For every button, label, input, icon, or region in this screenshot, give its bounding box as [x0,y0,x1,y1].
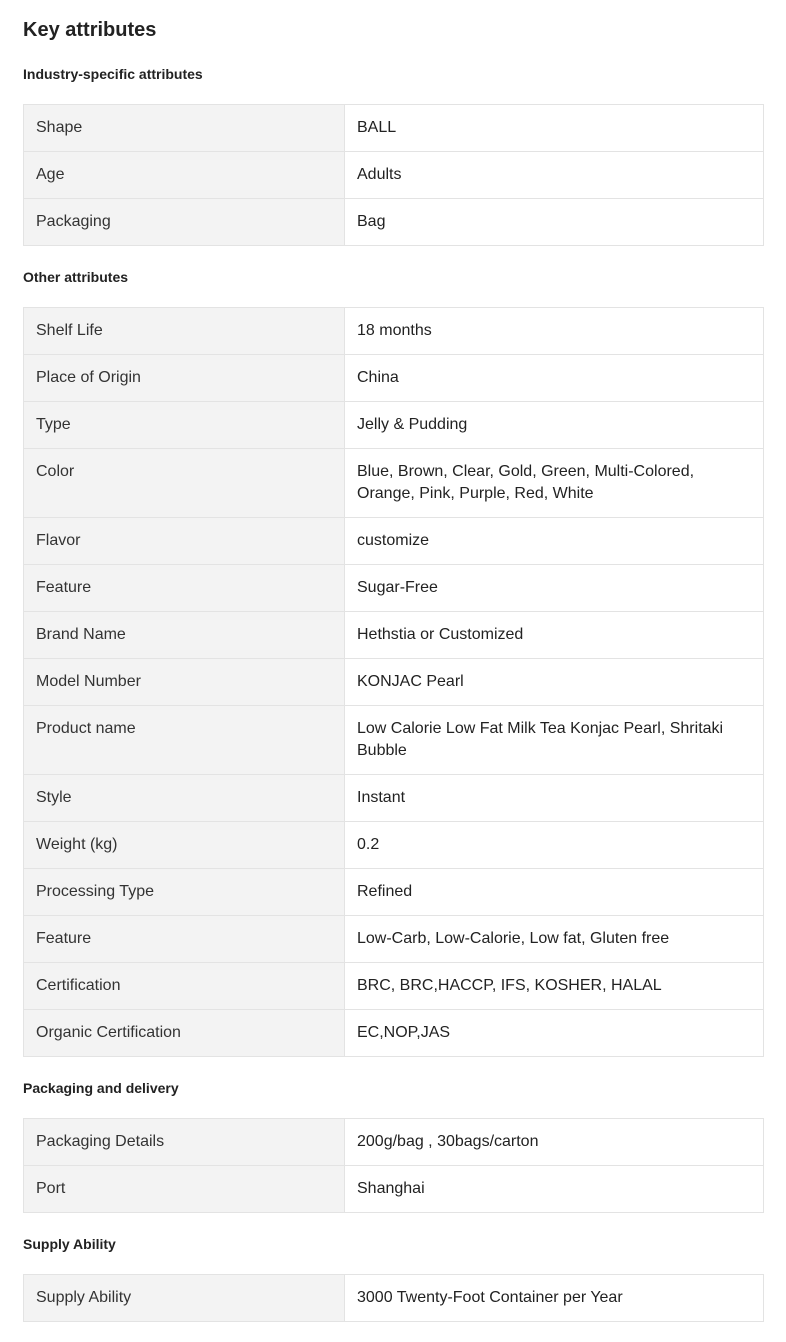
attributes-table-other [23,307,764,1057]
attribute-value: Jelly & Pudding [345,402,764,449]
section-title-supply-ability: Supply Ability [23,1236,116,1252]
attribute-key: Packaging Details [24,1119,345,1166]
attribute-key: Model Number [24,659,345,706]
attribute-value: 18 months [345,308,764,355]
attribute-value: BALL [345,105,764,152]
attribute-key: Shelf Life [24,308,345,355]
attribute-value: Refined [345,869,764,916]
attribute-key: Flavor [24,518,345,565]
section-title-industry-specific: Industry-specific attributes [23,66,203,82]
attribute-key: Organic Certification [24,1010,345,1057]
attribute-key: Place of Origin [24,355,345,402]
attribute-key: Brand Name [24,612,345,659]
attribute-key: Product name [24,706,345,775]
attribute-key: Feature [24,565,345,612]
table-row [24,565,764,612]
table-row [24,1010,764,1057]
table-row [24,355,764,402]
attribute-value: Sugar-Free [345,565,764,612]
attribute-value: Instant [345,775,764,822]
attribute-value: China [345,355,764,402]
table-row [24,449,764,518]
attribute-key: Color [24,449,345,518]
attribute-key: Feature [24,916,345,963]
attribute-value: Low-Carb, Low-Calorie, Low fat, Gluten free [345,916,764,963]
table-row [24,706,764,775]
attribute-value: KONJAC Pearl [345,659,764,706]
attribute-key: Type [24,402,345,449]
table-row [24,916,764,963]
attribute-key: Style [24,775,345,822]
attribute-value: Adults [345,152,764,199]
attribute-key: Shape [24,105,345,152]
table-row [24,1166,764,1213]
table-row [24,659,764,706]
attribute-key: Processing Type [24,869,345,916]
section-title-other-attributes: Other attributes [23,269,129,285]
table-row [24,963,764,1010]
attribute-value: EC,NOP,JAS [345,1010,764,1057]
attributes-table-packaging [23,1118,764,1213]
attribute-key: Port [24,1166,345,1213]
table-row [24,152,764,199]
table-row [24,308,764,355]
attribute-value: BRC, BRC,HACCP, IFS, KOSHER, HALAL [345,963,764,1010]
table-row [24,518,764,565]
table-row [24,869,764,916]
table-row [24,775,764,822]
table-row [24,612,764,659]
attribute-value: Shanghai [345,1166,764,1213]
attribute-value: Low Calorie Low Fat Milk Tea Konjac Pearl, Shritaki Bubble [345,706,764,775]
attribute-value: 3000 Twenty-Foot Container per Year [345,1275,764,1322]
table-row [24,1119,764,1166]
attribute-value: Bag [345,199,764,246]
attribute-key: Certification [24,963,345,1010]
attribute-key: Packaging [24,199,345,246]
attribute-value: 0.2 [345,822,764,869]
attribute-value: 200g/bag , 30bags/carton [345,1119,764,1166]
table-row [24,105,764,152]
attribute-value: Blue, Brown, Clear, Gold, Green, Multi-Colored, Orange, Pink, Purple, Red, White [345,449,764,518]
table-row [24,1275,764,1322]
page-title: Key attributes [23,19,157,41]
attributes-table-supply [23,1274,764,1322]
section-title-packaging-delivery: Packaging and delivery [23,1080,179,1096]
attribute-key: Supply Ability [24,1275,345,1322]
attribute-value: Hethstia or Customized [345,612,764,659]
table-row [24,402,764,449]
attribute-key: Weight (kg) [24,822,345,869]
attribute-value: customize [345,518,764,565]
attribute-key: Age [24,152,345,199]
attributes-table-industry-specific [23,104,764,246]
table-row [24,199,764,246]
table-row [24,822,764,869]
